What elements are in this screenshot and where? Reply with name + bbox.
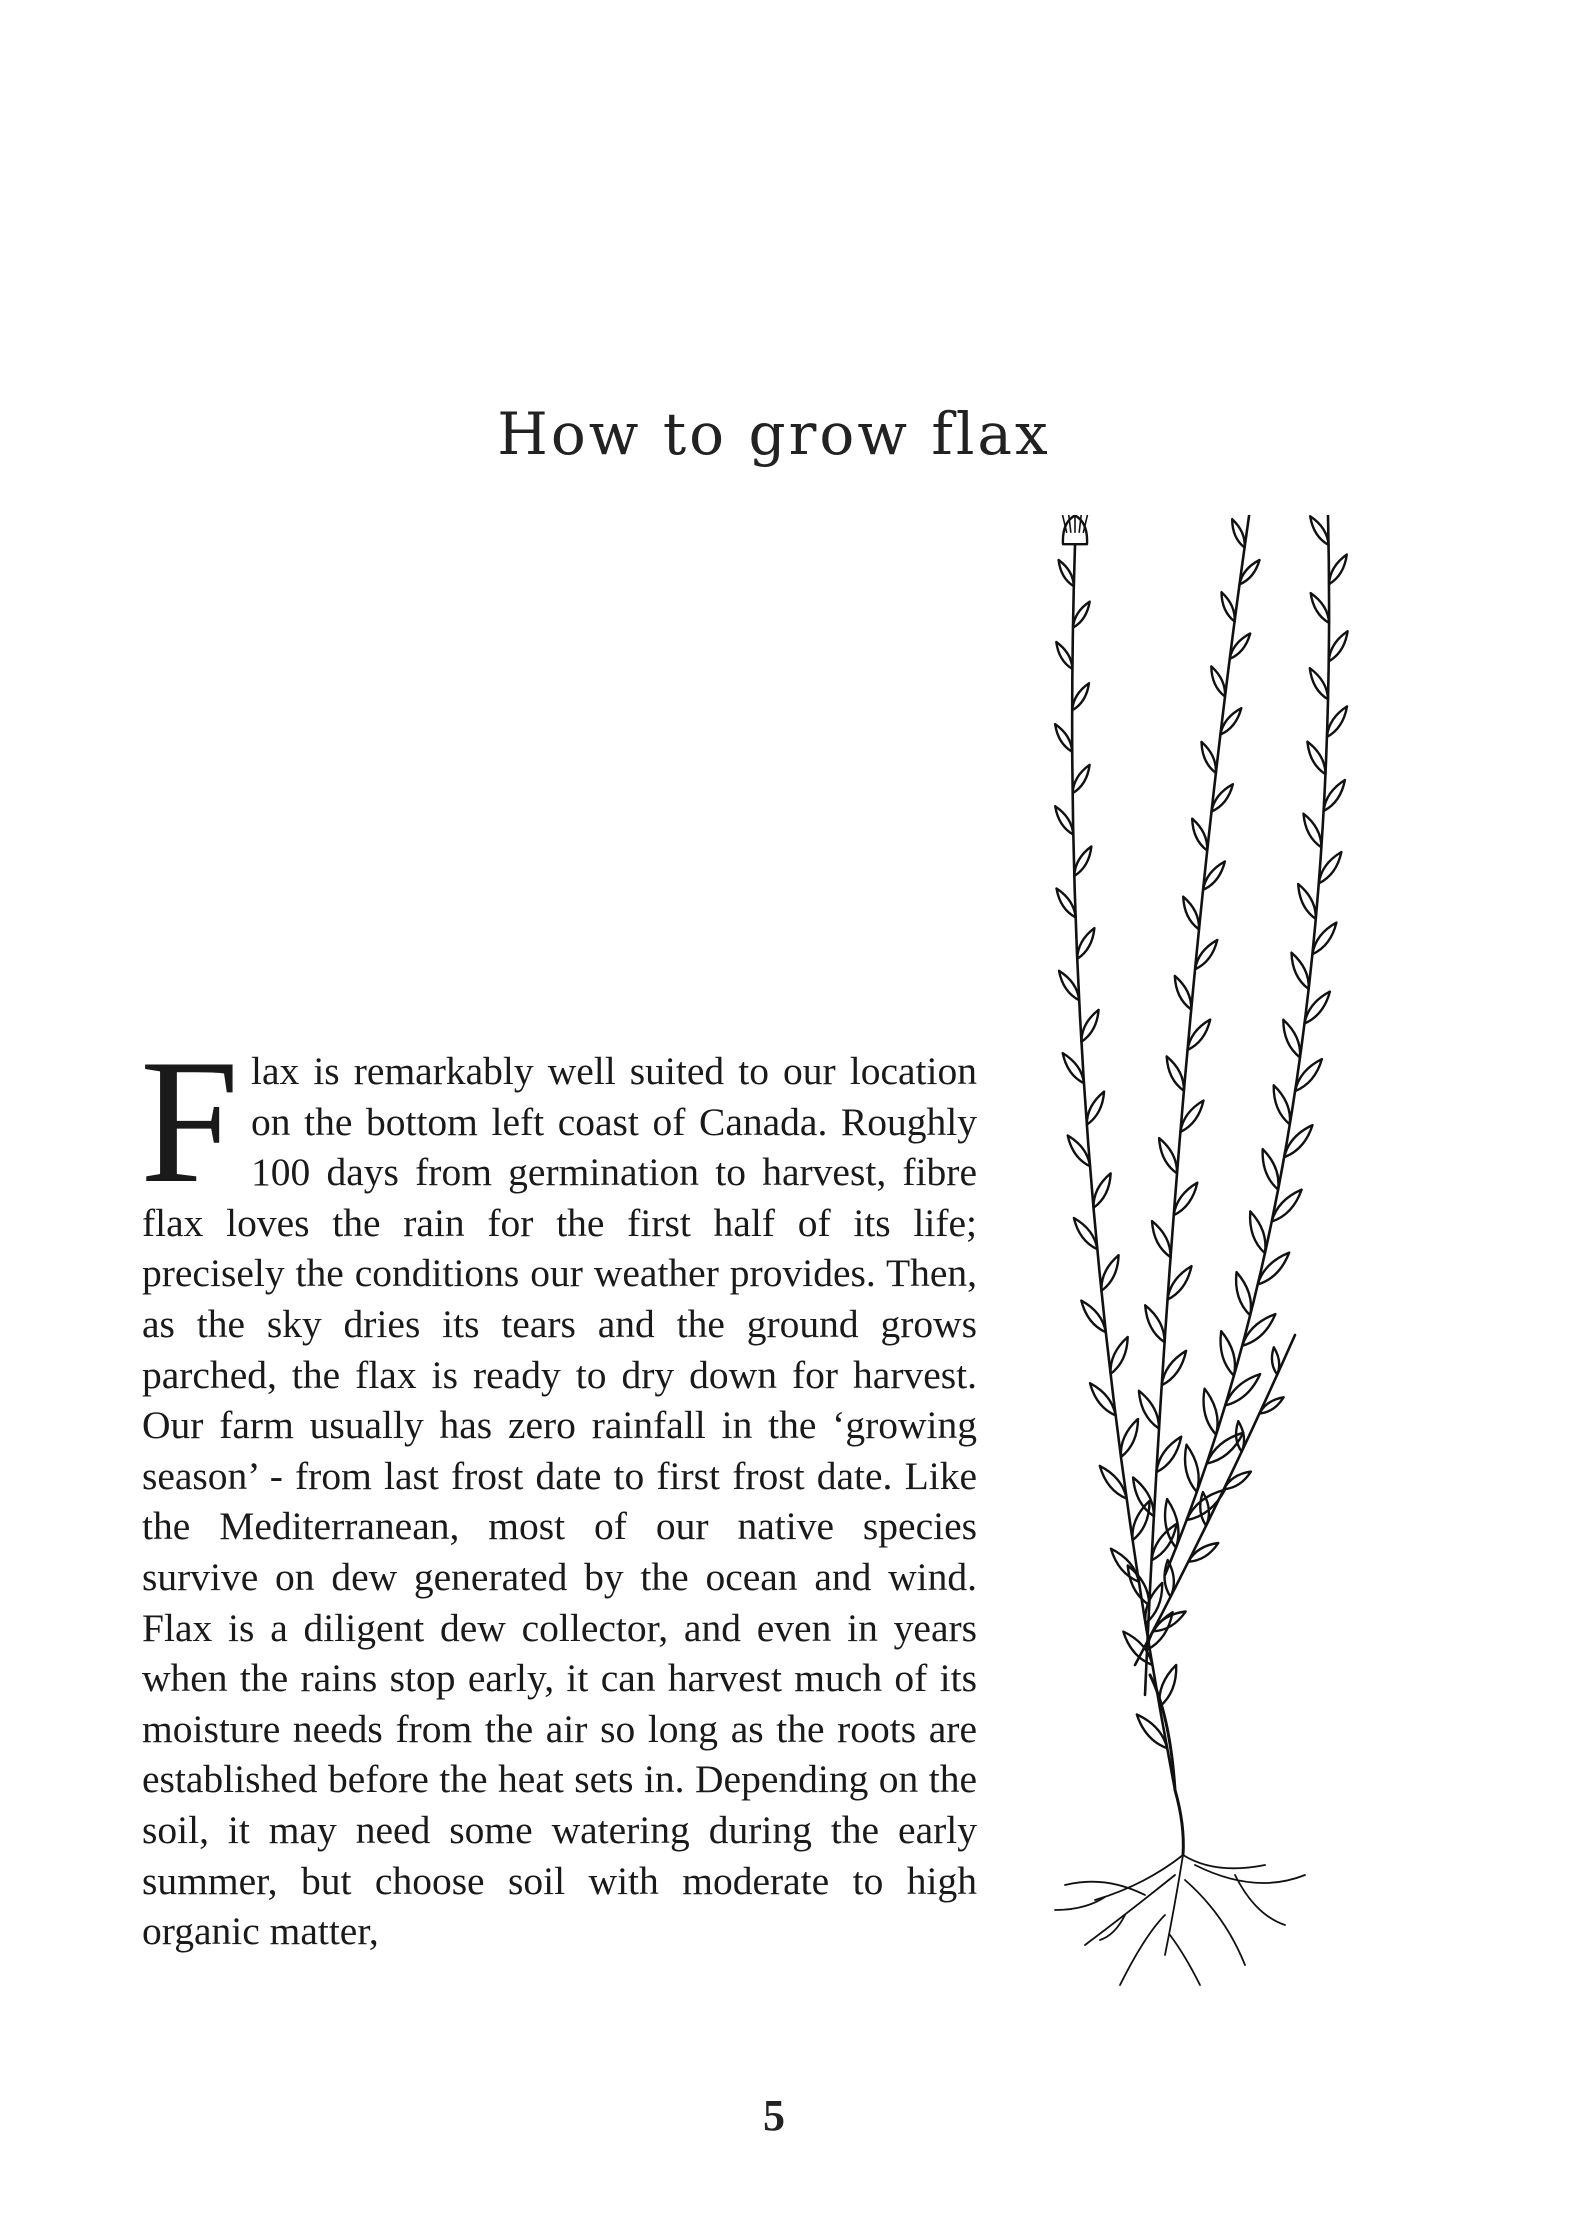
leaf-mark — [1077, 928, 1094, 959]
root-line — [1120, 1915, 1165, 1985]
leaf-mark — [1232, 519, 1244, 547]
leaf-mark — [1087, 1092, 1104, 1125]
leaf-mark — [1329, 631, 1348, 661]
stem-line — [1145, 515, 1255, 1695]
leaf-mark — [1055, 724, 1072, 752]
leaf-mark — [1298, 884, 1316, 919]
leaf-mark — [1168, 1266, 1192, 1300]
leaf-mark — [1307, 742, 1325, 775]
body-paragraph — [140, 1022, 977, 1957]
leaf-mark — [1174, 1183, 1198, 1216]
leaf-mark — [1165, 1560, 1174, 1597]
leaf-mark — [1327, 706, 1347, 737]
leaf-mark — [1059, 971, 1079, 1001]
leaf-mark — [1292, 953, 1309, 989]
leaf-mark — [1165, 1499, 1178, 1548]
leaf-mark — [1236, 1272, 1251, 1315]
page-title: How to grow flax — [497, 400, 1051, 468]
root-line — [1085, 1875, 1175, 1945]
stem-line — [1135, 1335, 1295, 1665]
leaf-mark — [1310, 516, 1328, 545]
leaf-mark — [1272, 1347, 1279, 1374]
leaf-mark — [1156, 1437, 1181, 1473]
root-line — [1185, 1880, 1245, 1965]
leaf-mark — [1073, 765, 1090, 793]
root-line — [1170, 1935, 1200, 1985]
page-number: 5 — [763, 2091, 785, 2140]
leaf-mark — [1139, 1391, 1159, 1429]
leaf-mark — [1324, 780, 1345, 811]
leaf-mark — [1133, 1478, 1154, 1517]
leaf-mark — [1081, 1010, 1098, 1042]
leaf-mark — [1304, 814, 1322, 848]
leaf-mark — [1057, 889, 1076, 918]
leaf-mark — [1132, 1501, 1149, 1540]
leaf-mark — [1250, 1211, 1265, 1253]
leaf-mark — [1074, 846, 1091, 876]
leaf-mark — [1063, 1053, 1084, 1083]
leaf-mark — [1202, 742, 1216, 773]
leaf-mark — [1311, 593, 1329, 623]
leaf-mark — [1111, 1337, 1128, 1374]
leaf-mark — [1068, 1136, 1090, 1167]
leaf-mark — [1183, 897, 1199, 930]
leaf-mark — [1211, 666, 1225, 696]
leaf-mark — [1159, 1665, 1176, 1707]
leaf-mark — [1310, 668, 1328, 699]
root-line — [1183, 1855, 1265, 1868]
paragraph-text: lax is remarkably well suited to our location on the bottom left coast of Canada. Roughly 100 days from germination to harvest, fibre flax loves the rain for the first half of its life; precisely the conditions our weather provides. Then, as the sky dries its tears and the ground grows parched, the flax is ready to dry down for harvest. Our farm usually has zero rainfall in the ‘growing season’ - from last frost date to first frost date. Like the Mediterranean, most of our native species survive on dew generated by the ocean and wind. Flax is a diligent dew collector, and even in years when the rains stop early, it can harvest much of its moisture needs from the air so long as the roots are established before the heat sets in. Depending on the soil, it may need some watering during the early summer, but choose soil with moderate to high organic matter, — [142, 1049, 977, 1954]
leaf-mark — [1162, 1351, 1186, 1386]
leaf-mark — [1175, 976, 1191, 1010]
leaf-mark — [1073, 602, 1090, 628]
leaf-mark — [1101, 1255, 1118, 1291]
root-line — [1095, 1855, 1183, 1900]
leaf-mark — [1185, 1445, 1199, 1492]
flax-plant-illustration — [1025, 515, 1385, 1995]
leaf-mark — [1222, 592, 1235, 621]
stem-line — [1175, 1790, 1183, 1855]
leaf-mark — [1274, 1085, 1290, 1124]
leaf-mark — [1329, 555, 1347, 585]
leaf-mark — [1221, 1331, 1235, 1376]
leaf-mark — [1192, 819, 1207, 851]
leaf-mark — [1059, 560, 1074, 586]
leaf-mark — [1263, 1149, 1279, 1190]
leaf-mark — [1055, 806, 1073, 834]
leaf-mark — [1056, 642, 1072, 669]
leaf-mark — [1319, 852, 1342, 883]
root-line — [1065, 1882, 1145, 1895]
leaf-mark — [1072, 683, 1089, 710]
leaf-mark — [1167, 1056, 1184, 1090]
leaf-mark — [1283, 1020, 1300, 1058]
root-line — [1100, 1915, 1125, 1940]
leaf-mark — [1121, 1419, 1138, 1457]
drop-cap: F — [140, 1022, 239, 1220]
leaf-mark — [1159, 1138, 1177, 1173]
leaf-mark — [1093, 1173, 1110, 1208]
leaf-mark — [1145, 1305, 1164, 1342]
leaf-mark — [1204, 1389, 1218, 1435]
leaf-mark — [1152, 1221, 1171, 1257]
